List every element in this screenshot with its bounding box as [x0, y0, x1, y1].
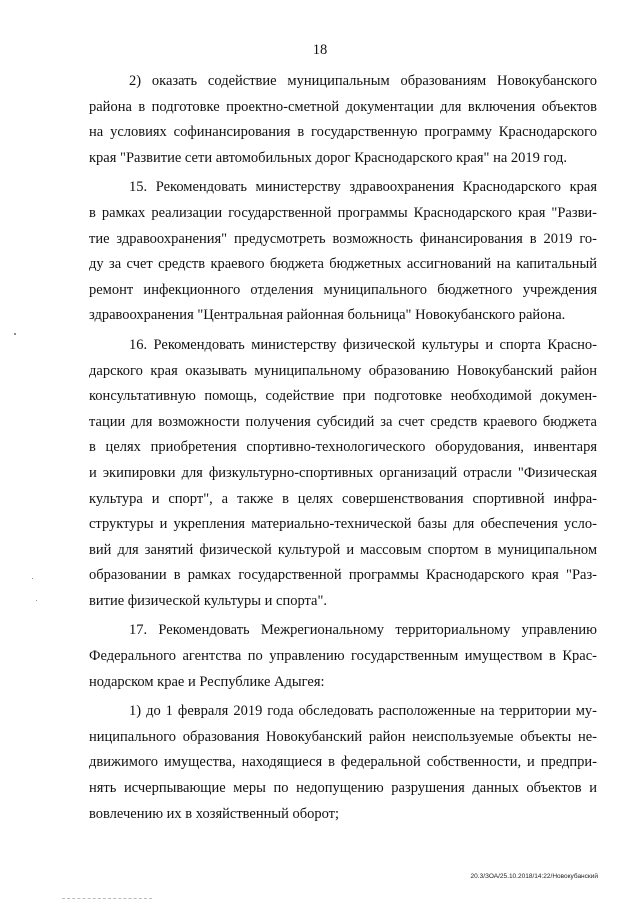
document-footer-code: 20.3/ЗОА/25.10.2018/14:22/Новокубанский [470, 873, 598, 880]
text-line: района в подготовке проектно-сметной документации для включения объектов [89, 98, 597, 115]
text-line: края "Развитие сети автомобильных дорог Краснодарского края" на 2019 год. [89, 149, 567, 166]
text-line: 15. Рекомендовать министерству здравоохранения Краснодарского края [129, 179, 597, 196]
text-line: в рамках реализации государственной программы Краснодарского края "Разви- [89, 204, 597, 221]
document-body [89, 69, 597, 827]
paragraph-item-2-roads [89, 69, 597, 171]
text-line: 1) до 1 февраля 2019 года обследовать расположенные на территории му- [129, 703, 597, 720]
text-line: тации для возможности получения субсидий за счет средств краевого бюджета [89, 413, 597, 430]
text-line: тие здравоохранения" предусмотреть возможность финансирования в 2019 го- [89, 230, 597, 247]
text-line: культура и спорт", а также в целях совершенствования спортивной инфра- [89, 490, 597, 507]
paragraph-17-property [89, 618, 597, 695]
text-line: вовлечению их в хозяйственный оборот; [89, 805, 340, 822]
text-line: вий для занятий физической культурой и массовым спортом в муниципальном [89, 541, 597, 558]
text-line: нодарском крае и Республике Адыгея: [89, 673, 325, 690]
text-line: витие физической культуры и спорта". [89, 592, 328, 609]
text-line: дарского края оказывать муниципальному образованию Новокубанский район [89, 362, 597, 379]
text-line: ду за счет средств краевого бюджета бюджетных ассигнований на капитальный [89, 256, 597, 273]
text-line: консультативную помощь, содействие при подготовке необходимой докумен- [89, 388, 597, 405]
text-line: на условиях софинансирования в государственную программу Краснодарского [89, 124, 597, 141]
text-line: движимого имущества, находящиеся в федеральной собственности, и предпри- [89, 754, 597, 771]
text-line: ниципального образования Новокубанский район неиспользуемые объекты не- [89, 728, 597, 745]
text-line: 17. Рекомендовать Межрегиональному территориальному управлению [129, 622, 597, 639]
paragraph-16-sport [89, 333, 597, 615]
text-line: 16. Рекомендовать министерству физической культуры и спорта Красно- [129, 336, 597, 353]
text-line: нять исчерпывающие меры по недопущению разрушения данных объектов и [89, 780, 597, 797]
text-line: и экипировки для физкультурно-спортивных организаций отрасли "Физическая [89, 464, 597, 481]
scan-speck-mark [14, 333, 16, 335]
text-line: 2) оказать содействие муниципальным образованиям Новокубанского [129, 73, 597, 89]
text-line: образовании в рамках государственной программы Краснодарского края "Раз- [89, 567, 597, 584]
text-line: ремонт инфекционного отделения муниципального бюджетного учреждения [89, 281, 597, 298]
text-line: Федерального агентства по управлению государственным имуществом в Крас- [89, 648, 597, 665]
scan-speck-mark [32, 578, 33, 579]
paragraph-17-item-1-inspection [89, 699, 597, 827]
text-line: здравоохранения "Центральная районная больница" Новокубанского района. [89, 307, 566, 324]
text-line: структуры и укрепления материально-технической базы для обеспечения усло- [89, 516, 597, 533]
text-line: в целях приобретения спортивно-технологического оборудования, инвентаря [89, 439, 597, 456]
page-number: 18 [312, 42, 328, 58]
scan-speck-mark [36, 600, 37, 601]
scan-edge-rule [62, 898, 152, 899]
paragraph-15-healthcare [89, 175, 597, 329]
